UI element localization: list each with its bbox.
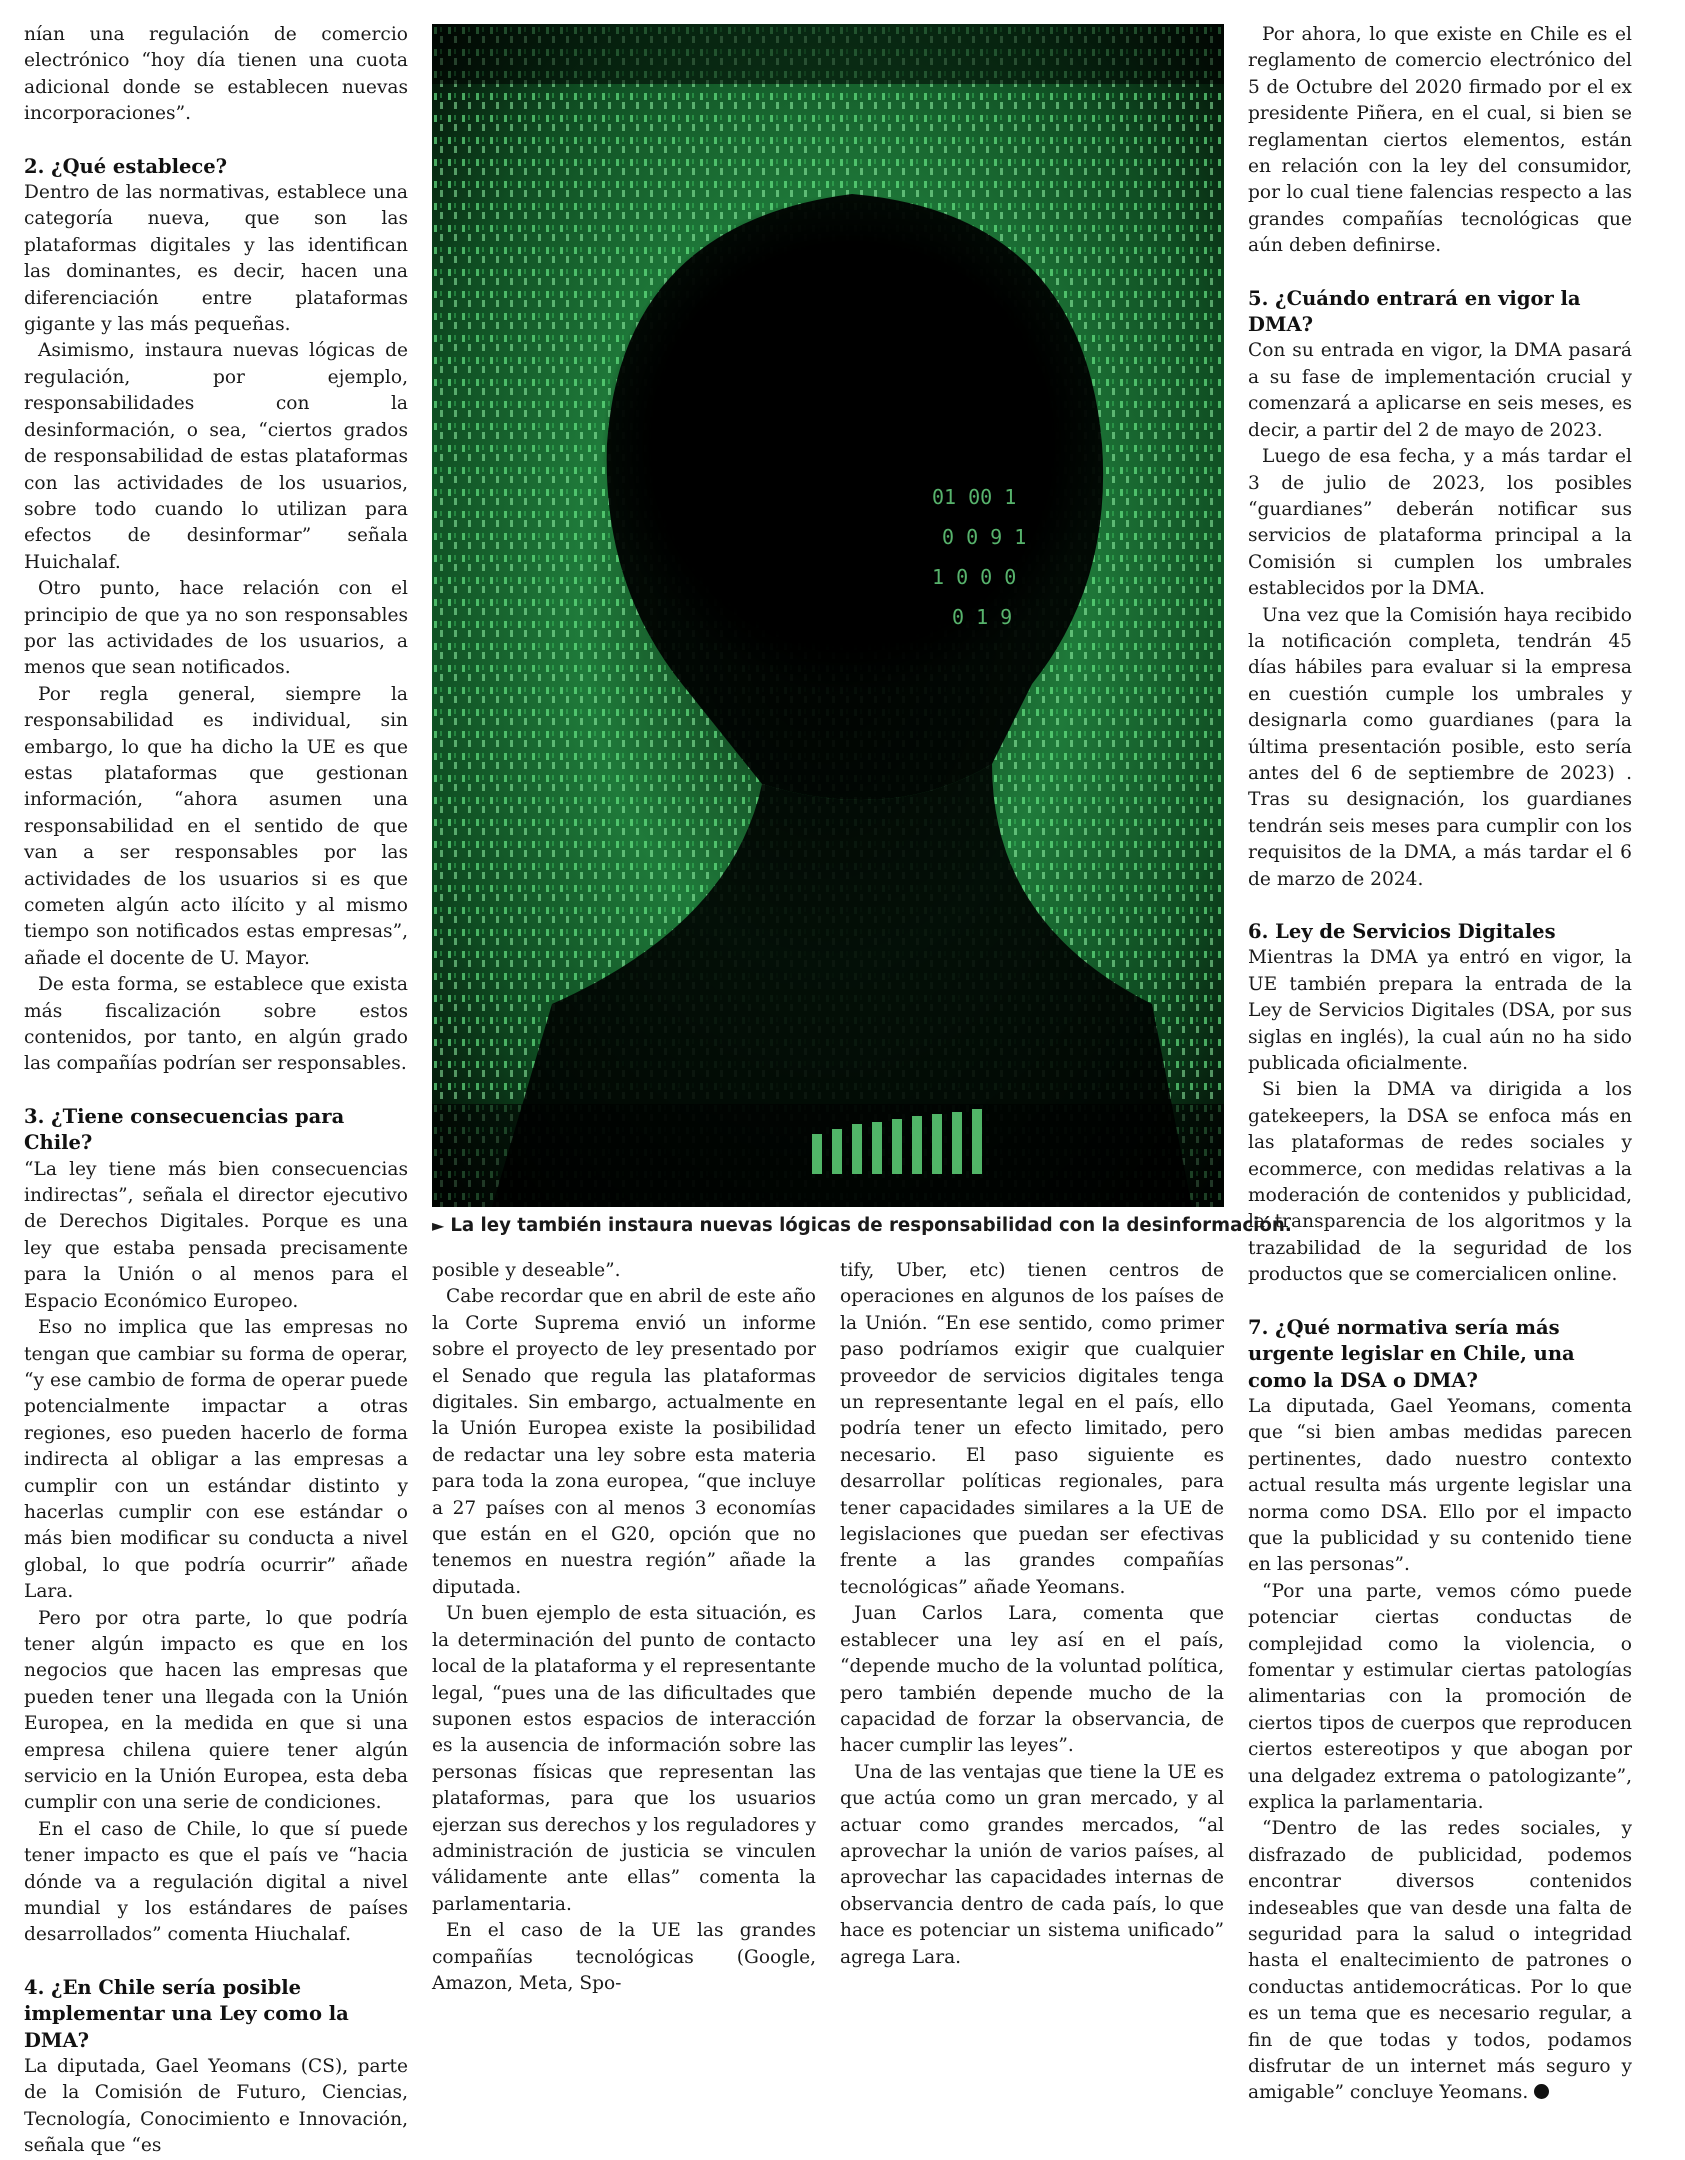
- section-heading-5: 5. ¿Cuándo entrará en vigor la DMA?: [1248, 286, 1581, 337]
- section-heading-3: 3. ¿Tiene consecuencias para Chile?: [24, 1104, 345, 1155]
- paragraph: La diputada, Gael Yeomans, comenta que “si bien ambas medidas parecen pertinentes, dado nuestro contexto actual resulta más urgente legislar una norma como DSA. Ello por el impacto que la publicidad y su contenido tiene en las personas”.: [1248, 1395, 1632, 1576]
- paragraph: Luego de esa fecha, y a más tardar el 3 de julio de 2023, los posibles “guardianes” deberán notificar sus servicios de plataforma principal a la Comisión si cumplen los umbrales establecidos por la DMA.: [1248, 446, 1632, 600]
- svg-text:01 00 1: 01 00 1: [932, 485, 1017, 509]
- paragraph: Pero por otra parte, lo que podría tener algún impacto es que en los negocios que hacen las empresas que pueden tener una llegada con la Unión Europea, en la medida en que si una empresa chilena quiere tener algún servicio en la Unión Europea, esta deba cumplir con una serie de condiciones.: [24, 1607, 408, 1814]
- end-of-article-icon: [1534, 2084, 1549, 2099]
- paragraph: Juan Carlos Lara, comenta que establecer una ley así en el país, “depende mucho de la voluntad política, pero también depende mucho de la capacidad de forzar la observancia, de hacer cumplir las leyes”.: [840, 1603, 1224, 1757]
- paragraph: tify, Uber, etc) tienen centros de operaciones en algunos de los países de la Unión. “En ese sentido, como primer paso podríamos exigir que cualquier proveedor de servicios digitales tenga un representante legal en el país, ello podría tener un efecto limitado, pero necesario. El paso siguiente es desarrollar políticas regionales, para tener capacidades similares a la UE de legislaciones que puedan ser efectivas frente a las grandes compañías tecnológicas” añade Yeomans.: [840, 1260, 1224, 1598]
- article-column-2: [432, 1258, 816, 1997]
- svg-text:0 1 9: 0 1 9: [952, 605, 1013, 629]
- article-column-1: [24, 22, 408, 2160]
- paragraph-text: “Dentro de las redes sociales, y disfrazado de publicidad, podemos encontrar diversos contenidos indeseables que van desde una falta de seguridad para la salud o integridad hasta el enaltecimiento de patrones o conductas antidemocráticas. Por lo que es un tema que es necesario regular, a fin de que todas y todos, podamos disfrutar de un internet más seguro y amigable” concluye Yeomans.: [1248, 1818, 1632, 2104]
- svg-text:1 0 0 0: 1 0 0 0: [932, 565, 1017, 589]
- paragraph: Cabe recordar que en abril de este año la Corte Suprema envió un informe sobre el proyecto de ley presentado por el Senado que regula las plataformas digitales. Sin embargo, actualmente en la Unión Europea existe la posibilidad de redactar una ley sobre esta materia para toda la zona europea, “que incluye a 27 países con al menos 3 economías que están en el G20, opción que no tenemos en nuestra región” añade la diputada.: [432, 1286, 816, 1598]
- paragraph: Por ahora, lo que existe en Chile es el reglamento de comercio electrónico del 5 de Octubre del 2020 firmado por el ex presidente Piñera, en el cual, si bien se reglamentan ciertos elementos, están en relación con la ley del consumidor, por lo cual tiene falencias respecto a las grandes compañías tecnológicas que aún deben definirse.: [1248, 24, 1632, 257]
- section-heading-6: 6. Ley de Servicios Digitales: [1248, 920, 1556, 943]
- photo-caption: [432, 1213, 1292, 1239]
- paragraph: Una vez que la Comisión haya recibido la notificación completa, tendrán 45 días hábiles para evaluar si la empresa en cuestión cumple los umbrales y designarla como guardianes (para la última presentación posible, esto sería antes del 6 de septiembre de 2023) . Tras su designación, los guardianes tendrán seis meses para cumplir con los requisitos de la DMA, a más tardar el 6 de marzo de 2024.: [1248, 604, 1632, 890]
- paragraph: Una de las ventajas que tiene la UE es que actúa como un gran mercado, y al actuar como grandes mercados, “al aprovechar la unión de varios países, al aprovechar las capacidades internas de observancia dentro de cada país, lo que hace es potenciar un sistema unificado” agrega Lara.: [840, 1761, 1224, 1968]
- paragraph: Un buen ejemplo de esta situación, es la determinación del punto de contacto local de la plataforma y el representante legal, “pues una de las dificultades que suponen estos espacios de interacción es la ausencia de información sobre las personas físicas que representan las plataformas, para que los usuarios ejerzan sus derechos y los reguladores y administración de justicia se vinculen válidamente ante ellas” comenta la parlamentaria.: [432, 1603, 816, 1915]
- paragraph: posible y deseable”.: [432, 1260, 621, 1281]
- paragraph: En el caso de Chile, lo que sí puede tener impacto es que el país ve “hacia dónde va a regulación digital a nivel mundial y los estándares de países desarrollados” comenta Hiuchalaf.: [24, 1818, 408, 1946]
- section-heading-2: 2. ¿Qué establece?: [24, 154, 228, 178]
- paragraph: Mientras la DMA ya entró en vigor, la UE también prepara la entrada de la Ley de Servicios Digitales (DSA, por sus siglas en inglés), la cual aún no ha sido publicada oficialmente.: [1248, 947, 1632, 1075]
- paragraph: Con su entrada en vigor, la DMA pasará a su fase de implementación crucial y comenzará a aplicarse en seis meses, es decir, a partir del 2 de mayo de 2023.: [1248, 340, 1632, 441]
- paragraph: Dentro de las normativas, establece una categoría nueva, que son las plataformas digitales y las identifican las dominantes, es decir, hacen una diferenciación entre plataformas gigante y las más pequeñas.: [24, 182, 408, 336]
- paragraph: Otro punto, hace relación con el principio de que ya no son responsables por las actividades de los usuarios, a menos que sean notificados.: [24, 578, 408, 679]
- article-photo: [432, 24, 1224, 1207]
- caption-arrow-icon: ►: [432, 1216, 445, 1235]
- hacker-silhouette-binary-code-icon: [432, 24, 1224, 1207]
- paragraph: De esta forma, se establece que exista más fiscalización sobre estos contenidos, por tanto, en algún grado las compañías podrían ser responsables.: [24, 974, 408, 1075]
- paragraph: Eso no implica que las empresas no tengan que cambiar su forma de operar, “y ese cambio de forma de operar puede potencialmente impactar a otras regiones, eso pueden hacerlo de forma indirecta al obligar a las empresas a cumplir con un estándar distinto y hacerlas cumplir con ese estándar o más bien modificar su conducta a nivel global, lo que podría ocurrir” añade Lara.: [24, 1317, 408, 1603]
- svg-text:0 0 9 1: 0 0 9 1: [942, 525, 1027, 549]
- paragraph: La diputada, Gael Yeomans (CS), parte de la Comisión de Futuro, Ciencias, Tecnología, Conocimiento e Innovación, señala que “es: [24, 2056, 408, 2157]
- paragraph: “La ley tiene más bien consecuencias indirectas”, señala el director ejecutivo de Derechos Digitales. Porque es una ley que estaba pensada precisamente para la Unión o al menos para el Espacio Económico Europeo.: [24, 1158, 408, 1312]
- article-column-4: [1248, 22, 1632, 2107]
- caption-text: La ley también instaura nuevas lógicas de responsabilidad con la desinformación.: [450, 1215, 1292, 1236]
- paragraph: “Por una parte, vemos cómo puede potenciar ciertas conductas de complejidad como la violencia, o fomentar y estimular ciertas patologías alimentarias con la promoción de ciertos tipos de cuerpos que reproducen ciertos estereotipos y que abogan por una delgadez extrema o patologizante”, explica la parlamentaria.: [1248, 1580, 1632, 1813]
- article-column-3: [840, 1258, 1224, 1971]
- paragraph: [1248, 1816, 1632, 2106]
- paragraph: Asimismo, instaura nuevas lógicas de regulación, por ejemplo, responsabilidades con la desinformación, o sea, “ciertos grados de responsabilidad de estas plataformas con las actividades de los usuarios, sobre todo cuando lo utilizan para efectos de desinformar” señala Huichalaf.: [24, 340, 408, 573]
- paragraph: nían una regulación de comercio electrónico “hoy día tienen una cuota adicional donde se establecen nuevas incorporaciones”.: [24, 24, 408, 125]
- paragraph: Por regla general, siempre la responsabilidad es individual, sin embargo, lo que ha dicho la UE es que estas plataformas que gestionan información, “ahora asumen una responsabilidad en el sentido de que van a ser responsables por las actividades de los usuarios si es que cometen algún acto ilícito y al mismo tiempo son notificados estas empresas”, añade el docente de U. Mayor.: [24, 683, 408, 969]
- paragraph: Si bien la DMA va dirigida a los gatekeepers, la DSA se enfoca más en las plataformas de redes sociales y ecommerce, con medidas relativas a la moderación de contenidos y publicidad, la transparencia de los algoritmos y la trazabilidad de la seguridad de los productos que se comercialicen online.: [1248, 1079, 1632, 1286]
- paragraph: En el caso de la UE las grandes compañías tecnológicas (Google, Amazon, Meta, Spo-: [432, 1920, 816, 1994]
- section-heading-4: 4. ¿En Chile sería posible implementar una Ley como la DMA?: [24, 1975, 349, 2052]
- section-heading-7: 7. ¿Qué normativa sería más urgente legislar en Chile, una como la DSA o DMA?: [1248, 1315, 1575, 1392]
